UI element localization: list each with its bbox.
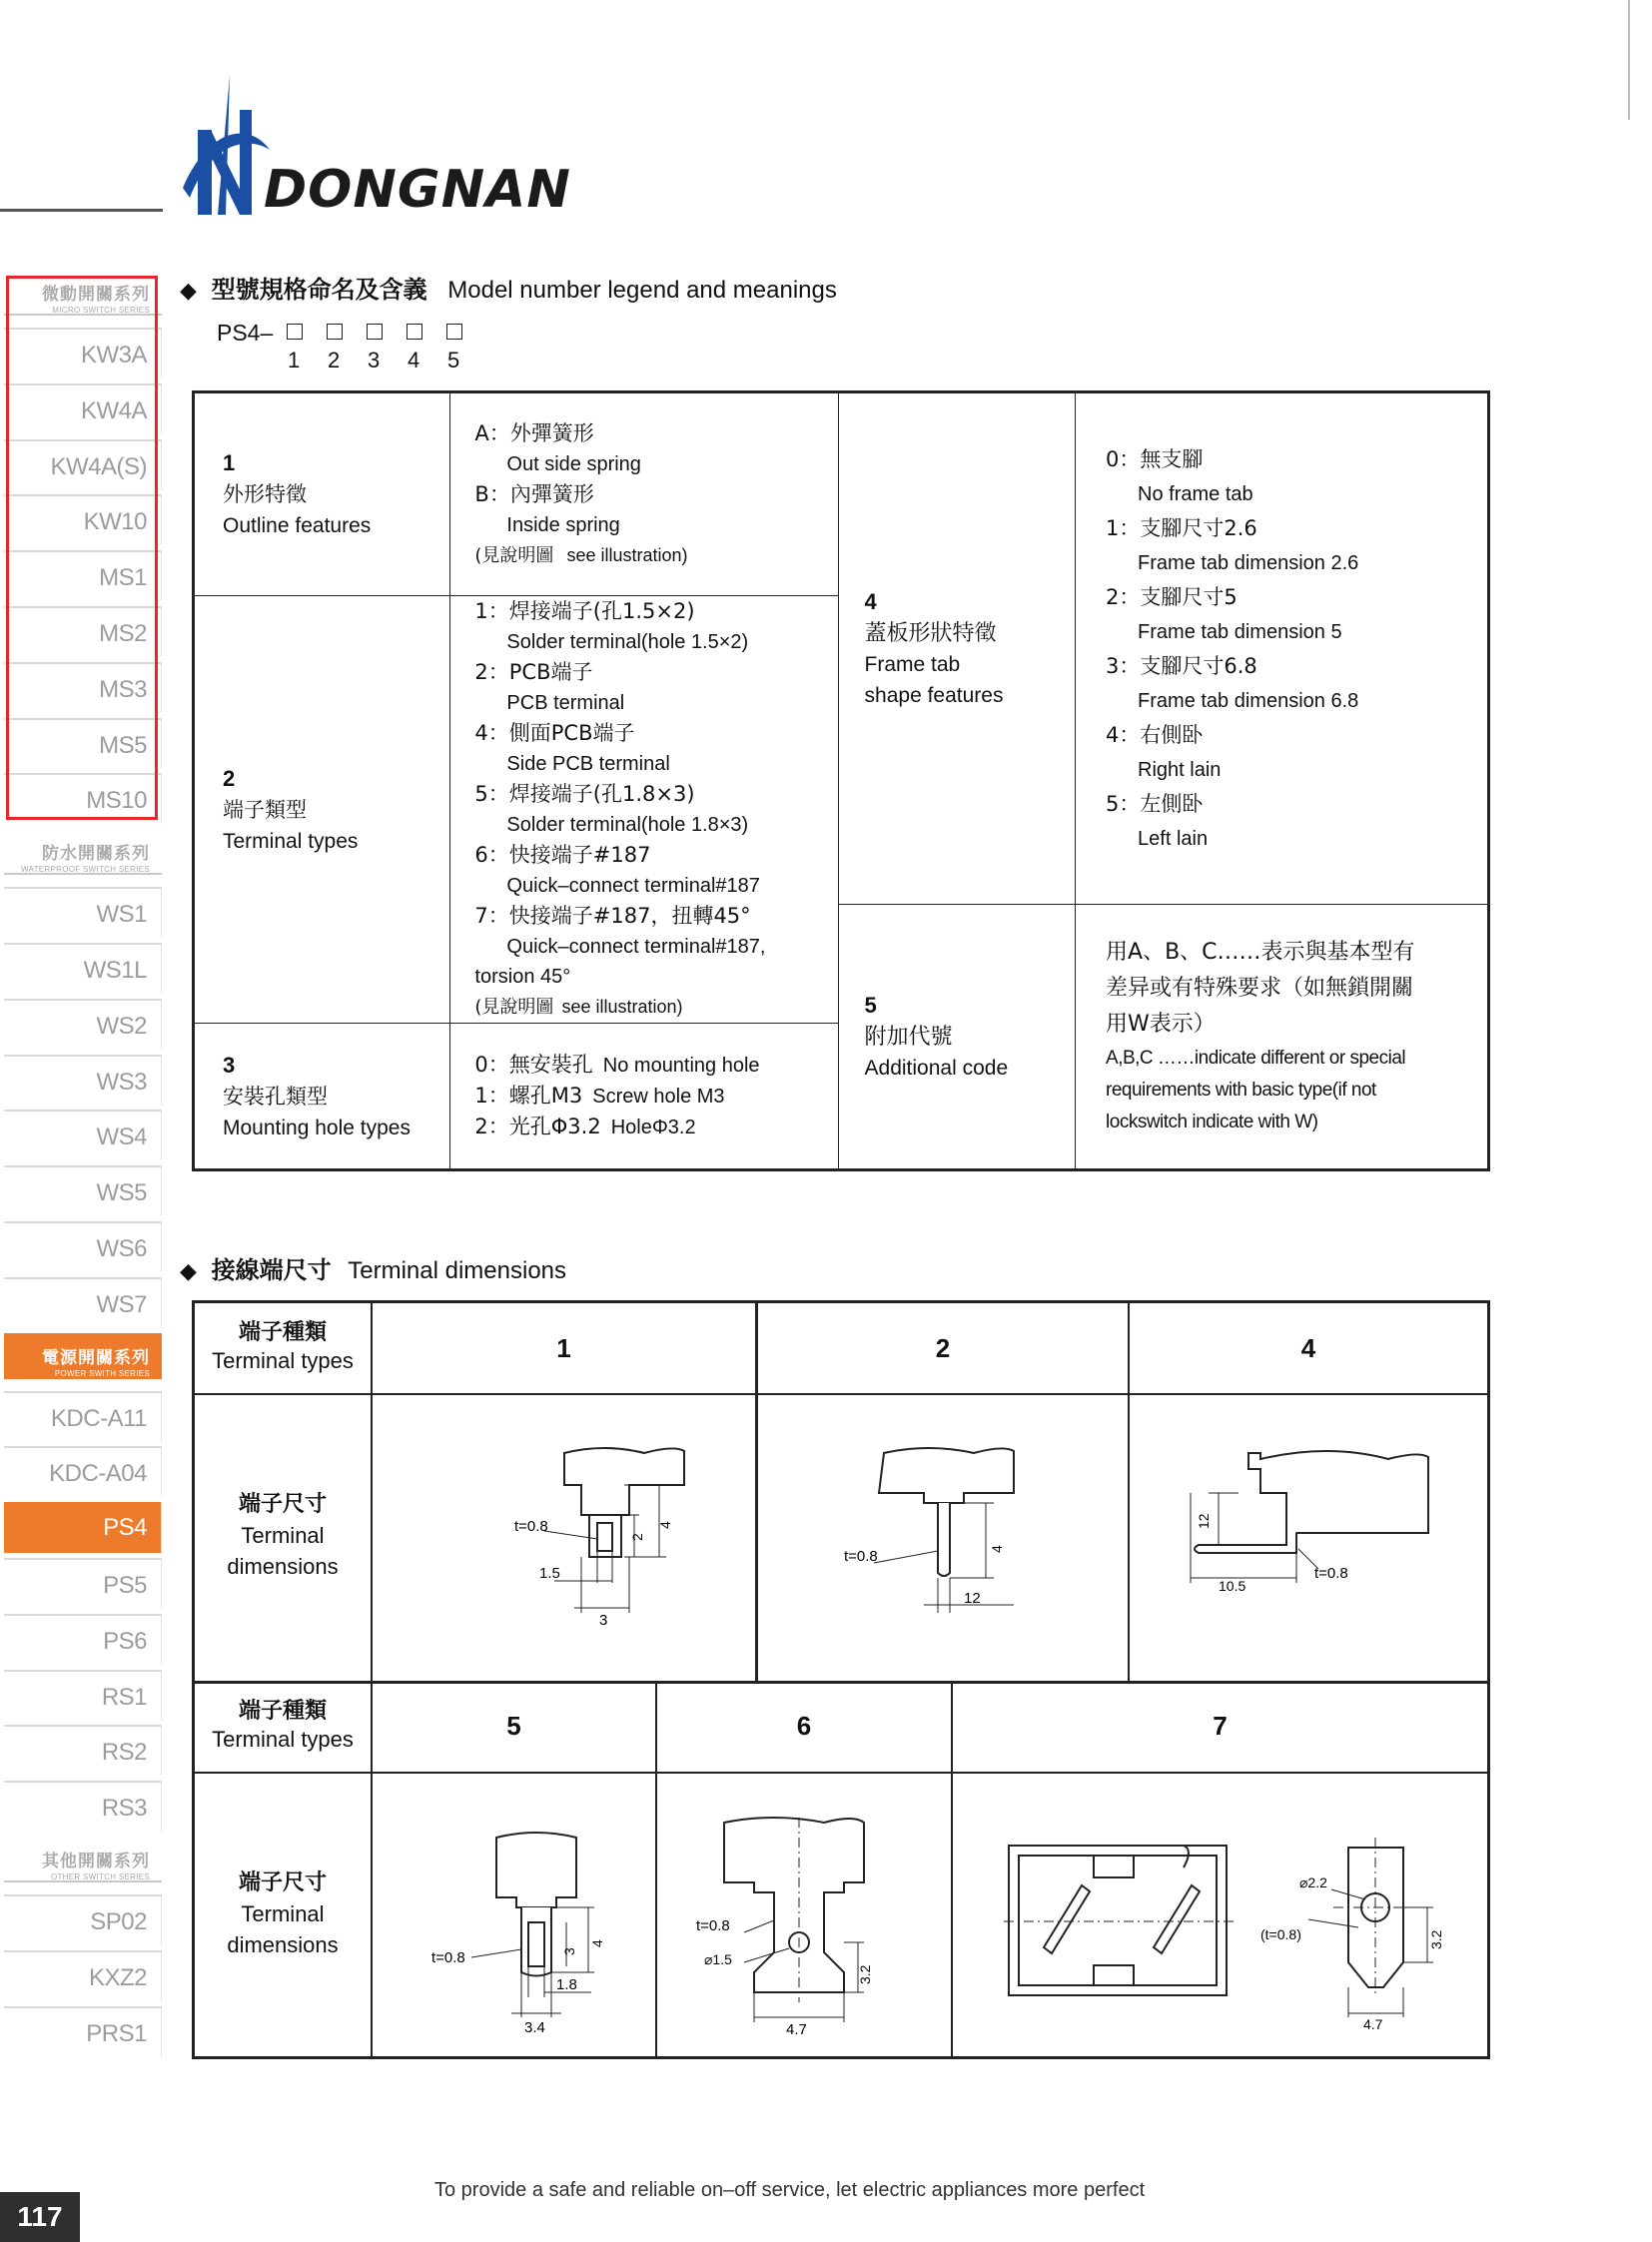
- model-code: [217, 320, 496, 379]
- legend-r2-num: 2: [223, 765, 236, 791]
- dim-label-en2: dimensions: [227, 1554, 339, 1579]
- terminal-col-5: 5: [506, 1711, 521, 1741]
- legend-r4-en2: shape features: [864, 684, 1004, 707]
- t2-thickness-label: t=0.8: [844, 1548, 878, 1565]
- t7-dim-b: 3.2: [1428, 1929, 1444, 1949]
- dim-label-en2: dimensions: [227, 1932, 339, 1957]
- r2-opt-en: Solder terminal(hole 1.8×3): [506, 814, 749, 836]
- terminal-7-drawing: [1004, 1828, 1473, 2037]
- t6-dim-a: ⌀1.5: [704, 1951, 732, 1967]
- micro-series-highlight: [6, 276, 158, 820]
- legend-r5-desc-cn2: 差异或有特殊要求（如無鎖開關: [1106, 976, 1414, 1001]
- r4-opt-en: Frame tab dimension 6.8: [1138, 689, 1359, 712]
- r4-opt-cn: 1：支腳尺寸2.6: [1106, 515, 1257, 540]
- sidebar-item-kdc-a11[interactable]: KDC-A11: [4, 1391, 162, 1442]
- legend-r5-en: Additional code: [864, 1057, 1009, 1080]
- t1-thickness-label: t=0.8: [514, 1518, 548, 1535]
- section2-heading: [180, 1250, 566, 1285]
- legend-r3-label: [194, 1024, 450, 1170]
- dim-label-cn: 端子尺寸: [238, 1870, 327, 1895]
- sidebar-group-header: [4, 829, 162, 875]
- brand-logo: [178, 70, 637, 220]
- t7-thickness-label: (t=0.8): [1260, 1926, 1301, 1942]
- legend-r1-cn: 外形特徵: [223, 482, 307, 506]
- t6-thickness-label: t=0.8: [696, 1917, 730, 1934]
- page-number-tab: [0, 2192, 80, 2242]
- r3-opt-en: Screw hole M3: [592, 1086, 725, 1108]
- divider: [195, 1393, 1487, 1395]
- legend-r5-desc-cn1: 用A、B、C……表示與基本型有: [1106, 940, 1415, 965]
- sidebar-item-ms2[interactable]: MS2: [4, 606, 162, 657]
- r2-opt-en: Solder terminal(hole 1.5×2): [506, 631, 749, 653]
- sidebar-item-kxz2[interactable]: KXZ2: [4, 1950, 162, 2001]
- t7-dim-c: 4.7: [1363, 2016, 1383, 2032]
- legend-r3-cn: 安裝孔類型: [223, 1084, 328, 1109]
- sidebar-item-ws6[interactable]: WS6: [4, 1221, 162, 1272]
- model-position-box: [446, 324, 462, 340]
- sidebar-group-en: MICRO SWITCH SERIES: [52, 306, 150, 315]
- legend-r1-en: Outline features: [223, 514, 372, 537]
- sidebar-group-cn: 防水開關系列: [42, 844, 150, 865]
- r2-opt-en: Quick–connect terminal#187,: [506, 936, 766, 958]
- terminal-col-1: 1: [556, 1333, 571, 1363]
- model-legend-table: [192, 390, 1490, 1171]
- type-label-en: Terminal types: [212, 1348, 354, 1373]
- legend-r4-en1: Frame tab: [864, 653, 961, 676]
- type-label-row2: [195, 1698, 371, 1754]
- sidebar-item-ps6[interactable]: PS6: [4, 1614, 162, 1665]
- legend-r5-desc-en2: requirements with basic type(if not: [1106, 1080, 1376, 1101]
- legend-r1-note-cn: (見說明圖: [474, 544, 554, 566]
- sidebar-item-ws3[interactable]: WS3: [4, 1055, 162, 1106]
- model-position-box: [327, 324, 343, 340]
- legend-r1-opt-a-cn: A：外彈簧形: [474, 420, 594, 445]
- sidebar-item-ws5[interactable]: WS5: [4, 1165, 162, 1216]
- sidebar-item-prs1[interactable]: PRS1: [4, 2006, 162, 2057]
- section1-title-cn: 型號規格命名及含義: [211, 276, 427, 304]
- sidebar-item-kw3a[interactable]: KW3A: [4, 328, 162, 378]
- terminal-dimensions-table: [192, 1300, 1490, 2059]
- legend-r4-cn: 蓋板形狀特徵: [864, 621, 997, 646]
- terminal-1-drawing: [454, 1443, 754, 1653]
- sidebar-item-kdc-a04[interactable]: KDC-A04: [4, 1446, 162, 1497]
- page-number: 117: [17, 2201, 63, 2232]
- sidebar-item-ps5[interactable]: PS5: [4, 1558, 162, 1609]
- legend-r1-num: 1: [223, 450, 236, 475]
- sidebar-group-en: POWER SWITH SERIES: [54, 1368, 150, 1378]
- type-label-cn: 端子種類: [238, 1320, 327, 1345]
- r4-opt-en: Frame tab dimension 5: [1138, 620, 1342, 643]
- r2-opt-cn: 6：快接端子#187: [474, 843, 651, 867]
- sidebar-group-en: OTHER SWITCH SERIES: [50, 1872, 150, 1881]
- section2-title-cn: 接線端尺寸: [211, 1256, 332, 1284]
- sidebar-item-kw4a[interactable]: KW4A: [4, 383, 162, 434]
- sidebar-item-ps4[interactable]: PS4: [4, 1502, 162, 1553]
- r4-opt-en: Right lain: [1138, 758, 1222, 781]
- dim-label-row1: [195, 1489, 371, 1582]
- legend-r2-options: [450, 596, 838, 1024]
- sidebar-item-ws7[interactable]: WS7: [4, 1277, 162, 1328]
- r4-opt-cn: 4：右側卧: [1106, 722, 1204, 747]
- t6-dim-c: 4.7: [786, 2021, 807, 2038]
- sidebar-item-rs2[interactable]: RS2: [4, 1725, 162, 1776]
- model-position-box: [287, 324, 303, 340]
- section2-title-en: Terminal dimensions: [348, 1257, 567, 1284]
- terminal-6-drawing: [694, 1813, 944, 2042]
- sidebar-item-ws1l[interactable]: WS1L: [4, 943, 162, 994]
- t6-dim-b: 3.2: [857, 1964, 873, 1984]
- r2-opt-cn: 7：快接端子#187，扭轉45°: [474, 904, 751, 928]
- legend-r1-options: [450, 392, 838, 596]
- model-position-number: 3: [368, 348, 381, 373]
- top-left-rule: [0, 209, 163, 212]
- r2-opt-en: PCB terminal: [506, 692, 625, 714]
- r4-opt-cn: 3：支腳尺寸6.8: [1106, 653, 1257, 678]
- r4-opt-cn: 0：無支腳: [1106, 446, 1204, 471]
- r3-opt-en: HoleΦ3.2: [610, 1117, 696, 1138]
- type-label-row1: [195, 1319, 371, 1375]
- r3-opt-cn: 1：螺孔M3: [474, 1084, 583, 1108]
- terminal-col-7: 7: [1213, 1711, 1228, 1741]
- t5-thickness-label: t=0.8: [431, 1949, 465, 1966]
- sidebar-item-ws4[interactable]: WS4: [4, 1110, 162, 1160]
- section1-title-en: Model number legend and meanings: [447, 277, 837, 304]
- divider: [195, 1772, 1487, 1774]
- sidebar-item-sp02[interactable]: SP02: [4, 1894, 162, 1945]
- t4-dim-b: 10.5: [1219, 1578, 1246, 1594]
- t5-dim-d: 3.4: [524, 2019, 545, 2036]
- legend-r5-desc-en1: A,B,C ……indicate different or special: [1106, 1048, 1406, 1069]
- sidebar-item-rs1[interactable]: RS1: [4, 1670, 162, 1721]
- terminal-5-drawing: [416, 1828, 656, 2047]
- r4-opt-cn: 5：左側卧: [1106, 791, 1204, 816]
- dongnan-logo-mark: [178, 70, 278, 220]
- sidebar-group-cn: 電源開關系列: [42, 1347, 150, 1368]
- sidebar-group-en: WATERPROOF SWITCH SERIES: [21, 865, 150, 875]
- model-position-number: 2: [328, 348, 341, 373]
- sidebar-item-ms3[interactable]: MS3: [4, 662, 162, 713]
- sidebar-group-cn: 其他開關系列: [42, 1852, 150, 1871]
- sidebar-item-ws1[interactable]: WS1: [4, 887, 162, 938]
- legend-r1-opt-b-en: Inside spring: [506, 513, 620, 536]
- brand-name: DONGNAN: [264, 160, 571, 220]
- r3-opt-en: No mounting hole: [602, 1055, 760, 1077]
- legend-r2-label: [194, 596, 450, 1024]
- model-prefix: PS4–: [217, 320, 274, 346]
- legend-r5-num: 5: [864, 993, 877, 1018]
- legend-r4-options: [1076, 392, 1489, 905]
- legend-r2-en: Terminal types: [223, 829, 359, 853]
- r2-opt-cn: 1：焊接端子(孔1.5×2): [474, 599, 695, 623]
- legend-r1-note-en: see illustration): [566, 544, 688, 565]
- t5-dim-a: 3: [561, 1947, 577, 1955]
- legend-r3-num: 3: [223, 1052, 236, 1078]
- legend-r4-label: [838, 392, 1076, 905]
- t5-dim-c: 1.8: [556, 1976, 577, 1993]
- r2-opt-en: Side PCB terminal: [506, 753, 670, 775]
- sidebar-group-header: [4, 1837, 162, 1882]
- legend-r3-options: [450, 1024, 838, 1170]
- t5-dim-b: 4: [589, 1939, 605, 1947]
- legend-r5-label: [838, 905, 1076, 1170]
- t7-dim-a: ⌀2.2: [1299, 1874, 1327, 1890]
- legend-r5-desc: [1076, 905, 1489, 1170]
- legend-r5-desc-cn3: 用W表示）: [1106, 1012, 1216, 1037]
- legend-r5-desc-en3: lockswitch indicate with W): [1106, 1112, 1318, 1132]
- model-position-box: [407, 324, 422, 340]
- section1-heading: [180, 270, 837, 305]
- r2-torsion: torsion 45°: [474, 966, 571, 988]
- r4-opt-en: Left lain: [1138, 827, 1209, 850]
- r4-opt-en: No frame tab: [1138, 482, 1253, 505]
- terminal-col-4: 4: [1300, 1333, 1316, 1363]
- sidebar-item-ms1[interactable]: MS1: [4, 550, 162, 601]
- t1-dim-c: 2: [629, 1533, 645, 1541]
- divider: [195, 1681, 1487, 1684]
- t4-thickness-label: t=0.8: [1314, 1565, 1348, 1582]
- r3-opt-cn: 2：光孔Φ3.2: [474, 1115, 601, 1138]
- dim-label-cn: 端子尺寸: [238, 1492, 327, 1517]
- t1-dim-d: 4: [657, 1521, 673, 1529]
- legend-r4-num: 4: [864, 589, 877, 614]
- t1-dim-a: 1.5: [539, 1565, 560, 1582]
- sidebar-item-ws2[interactable]: WS2: [4, 999, 162, 1050]
- legend-r1-label: [194, 392, 450, 596]
- divider: [371, 1303, 373, 2056]
- t1-dim-b: 3: [599, 1612, 608, 1629]
- sidebar-item-ms10[interactable]: MS10: [4, 773, 162, 824]
- terminal-col-6: 6: [796, 1711, 812, 1741]
- dim-label-en1: Terminal: [241, 1523, 325, 1548]
- r2-note-cn: (見說明圖: [474, 997, 554, 1018]
- diamond-bullet-icon: ◆: [180, 1258, 197, 1283]
- dim-label-en1: Terminal: [241, 1901, 325, 1926]
- r2-opt-cn: 2：PCB端子: [474, 660, 593, 684]
- model-position-number: 4: [408, 348, 420, 373]
- r2-opt-en: Quick–connect terminal#187: [506, 875, 760, 897]
- sidebar-item-rs3[interactable]: RS3: [4, 1781, 162, 1832]
- diamond-bullet-icon: ◆: [180, 278, 197, 303]
- type-label-en: Terminal types: [212, 1727, 354, 1752]
- dim-label-row2: [195, 1868, 371, 1960]
- sidebar-item-kw4a-s-[interactable]: KW4A(S): [4, 439, 162, 490]
- sidebar-group-header: [4, 1333, 162, 1379]
- model-position-box: [367, 324, 383, 340]
- model-position-number: 5: [447, 348, 460, 373]
- r4-opt-en: Frame tab dimension 2.6: [1138, 551, 1359, 574]
- r2-opt-cn: 5：焊接端子(孔1.8×3): [474, 782, 695, 806]
- terminal-4-drawing: [1179, 1433, 1478, 1653]
- r3-opt-cn: 0：無安裝孔: [474, 1053, 593, 1077]
- t4-dim-a: 12: [1196, 1513, 1212, 1529]
- type-label-cn: 端子種類: [238, 1699, 327, 1724]
- r4-opt-cn: 2：支腳尺寸5: [1106, 584, 1238, 609]
- terminal-col-2: 2: [935, 1333, 951, 1363]
- r2-note-en: see illustration): [561, 997, 683, 1017]
- top-right-rule: [1628, 0, 1630, 120]
- legend-r5-cn: 附加代號: [864, 1025, 953, 1050]
- legend-r1-opt-a-en: Out side spring: [506, 452, 641, 475]
- legend-r2-cn: 端子類型: [223, 797, 307, 822]
- terminal-2-drawing: [834, 1443, 1114, 1653]
- t2-dim-a: 12: [964, 1590, 981, 1607]
- sidebar-group-cn: 微動開關系列: [42, 285, 150, 305]
- legend-r3-en: Mounting hole types: [223, 1116, 411, 1139]
- t2-dim-b: 4: [989, 1545, 1005, 1553]
- model-position-number: 1: [288, 348, 301, 373]
- sidebar-item-ms5[interactable]: MS5: [4, 718, 162, 769]
- r2-opt-cn: 4：側面PCB端子: [474, 721, 635, 745]
- sidebar-item-kw10[interactable]: KW10: [4, 494, 162, 545]
- footer-slogan: To provide a safe and reliable on–off service, let electric appliances more perfect: [434, 2179, 1146, 2201]
- legend-r1-opt-b-cn: B：內彈簧形: [474, 481, 594, 506]
